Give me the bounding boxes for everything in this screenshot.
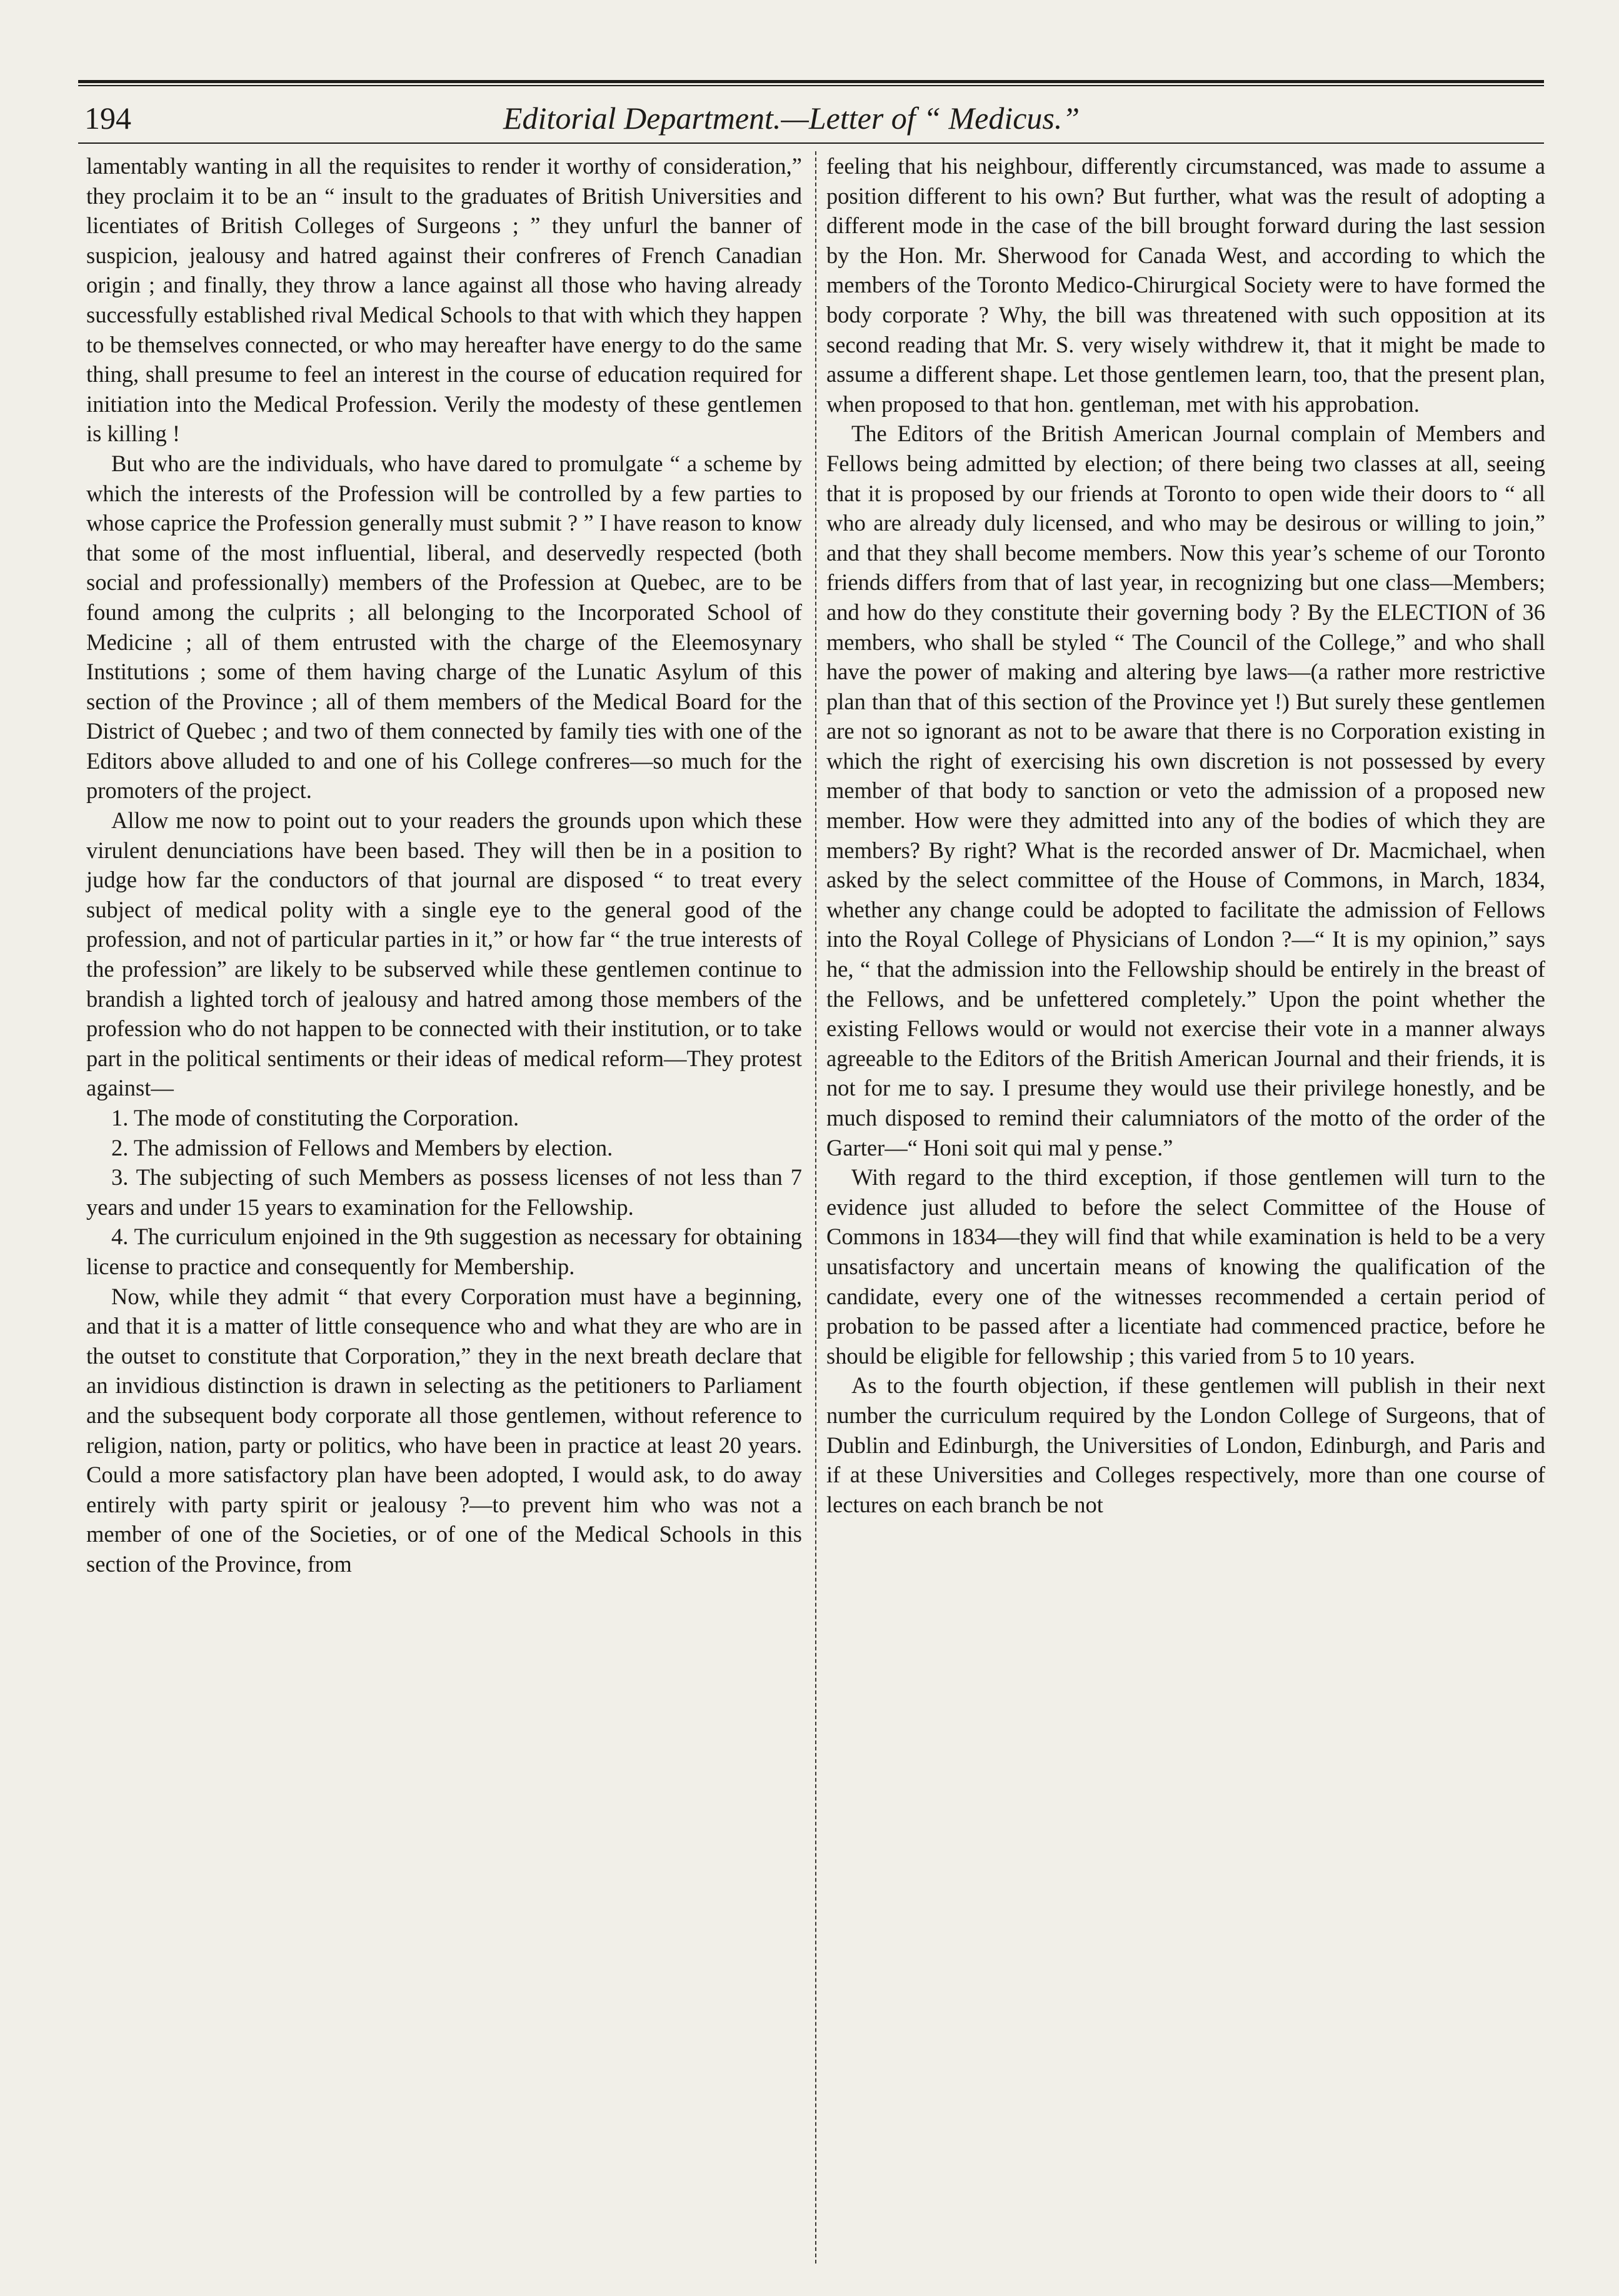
header-rule — [78, 142, 1544, 144]
page-number: 194 — [84, 101, 131, 136]
running-head: Editorial Department.—Letter of “ Medicus.” — [503, 101, 1080, 136]
list-item: 3. The subjecting of such Members as possess licenses of not less than 7 years and under 15 years to examination for the Fellowship. — [86, 1164, 802, 1220]
paragraph: lamentably wanting in all the requisites to render it worthy of consideration,” they proclaim it to be an “ insult to the graduates of British Universities and licentiates of British Colleges of Surgeons ; ” they unfurl the banner of suspicion, jealousy and hatred against their confreres of French Canadian origin ; and finally, they throw a lance against all those who having already successfully established rival Medical Schools to that with which they happen to be themselves connected, or who may hereafter have energy to do the same thing, shall presume to feel an interest in the course of education required for initiation into the Medical Profession. Verily the modesty of these gentlemen is killing ! — [86, 153, 802, 447]
paragraph: But who are the individuals, who have dared to promulgate “ a scheme by which the interests of the Profession will be controlled by a few parties to whose caprice the Profession generally must submit ? ” I have reason to know that some of the most influential, liberal, and deservedly respected (both social and professionally) members of the Profession at Quebec, are to be found among the culprits ; all belonging to the Incorporated School of Medicine ; all of them entrusted with the charge of the Eleemosynary Institutions ; some of them having charge of the Lunatic Asylum of this section of the Province ; all of them members of the Medical Board for the District of Quebec ; and two of them connected by family ties with one of the Editors above alluded to and one of his College confreres—so much for the promoters of the project. — [86, 450, 802, 804]
column-divider — [815, 151, 816, 2264]
header-double-rule — [78, 80, 1544, 86]
paragraph: As to the fourth objection, if these gentlemen will publish in their next number the curriculum required by the London College of Surgeons, that of Dublin and Edinburgh, the Universities of London, Edinburgh, and Paris and if at these Universities and Colleges respectively, more than one course of lectures on each branch be not — [826, 1372, 1545, 1517]
list-item: 2. The admission of Fellows and Members by election. — [111, 1134, 613, 1160]
paragraph: Allow me now to point out to your readers the grounds upon which these virulent denunciations have been based. They will then be in a position to judge how far the conductors of that journal are disposed “ to treat every subject of medical polity with a single eye to the general good of the profession, and not of particular parties in it,” or how far “ the true interests of the profession” are likely to be subserved while these gentlemen continue to brandish a lighted torch of jealousy and hatred among those members of the profession who do not happen to be connected with their institution, or to take part in the political sentiments or their ideas of medical reform—They protest against— — [86, 807, 802, 1101]
paragraph: feeling that his neighbour, differently circumstanced, was made to assume a position different to his own? But further, what was the result of adopting a different mode in the case of the bill brought forward during the last session by the Hon. Mr. Sherwood for Canada West, and according to which the members of the Toronto Medico-Chirurgical Society were to have formed the body corporate ? Why, the bill was threatened with such opposition at its second reading that Mr. S. very wisely withdrew it, that it might be made to assume a different shape. Let those gentlemen learn, too, that the present plan, when proposed to that hon. gentleman, met with his approbation. — [826, 153, 1545, 417]
left-column — [86, 151, 802, 1579]
right-column — [826, 151, 1545, 1519]
paragraph: Now, while they admit “ that every Corporation must have a beginning, and that it is a matter of little consequence who and what they are who are in the outset to constitute that Corporation,” they in the next breath declare that an invidious distinction is drawn in selecting as the petitioners to Parliament and the subsequent body corporate all those gentlemen, without reference to religion, nation, party or politics, who have been in practice at least 20 years. Could a more satisfactory plan have been adopted, I would ask, to do away entirely with party spirit or jealousy ?—to prevent him who was not a member of one of the Societies, or of one of the Medical Schools in this section of the Province, from — [86, 1283, 802, 1577]
paragraph: The Editors of the British American Journal complain of Members and Fellows being admitted by election; of there being two classes at all, seeing that it is proposed by our friends at Toronto to open wide their doors to “ all who are already duly licensed, and who may be desirous or willing to join,” and that they shall become members. Now this year’s scheme of our Toronto friends differs from that of last year, in recognizing but one class—Members; and how do they constitute their governing body ? By the ELECTION of 36 members, who shall be styled “ The Council of the College,” and who shall have the power of making and altering bye laws—(a rather more restrictive plan than that of this section of the Province yet !) But surely these gentlemen are not so ignorant as not to be aware that there is no Corporation existing in which the right of exercising his own discretion is not possessed by every member of that body to sanction or veto the admission of a proposed new member. How were they admitted into any of the bodies of which they are members? By right? What is the recorded answer of Dr. Macmichael, when asked by the select committee of the House of Commons, in March, 1834, whether any change could be adopted to facilitate the admission of Fellows into the Royal College of Physicians of London ?—“ It is my opinion,” says he, “ that the admission into the Fellowship should be entirely in the breast of the Fellows, and be unfettered completely.” Upon the point whether the existing Fellows would or would not exercise their vote in a manner always agreeable to the Editors of the British American Journal and their friends, it is not for me to say. I presume they would use their privilege honestly, and be much disposed to remind their calumniators of the motto of the order of the Garter—“ Honi soit qui mal y pense.” — [826, 421, 1545, 1160]
paragraph: With regard to the third exception, if those gentlemen will turn to the evidence just alluded to before the select Committee of the House of Commons in 1834—they will find that while examination is held to be a very unsatisfactory and uncertain means of knowing the qualification of the candidate, every one of the witnesses recommended a certain period of probation to be passed after a licentiate had commenced practice, before he should be eligible for fellowship ; this varied from 5 to 10 years. — [826, 1164, 1545, 1369]
list-item: 1. The mode of constituting the Corporation. — [111, 1105, 519, 1131]
list-item: 4. The curriculum enjoined in the 9th suggestion as necessary for obtaining license to practice and consequently for Membership. — [86, 1224, 802, 1279]
